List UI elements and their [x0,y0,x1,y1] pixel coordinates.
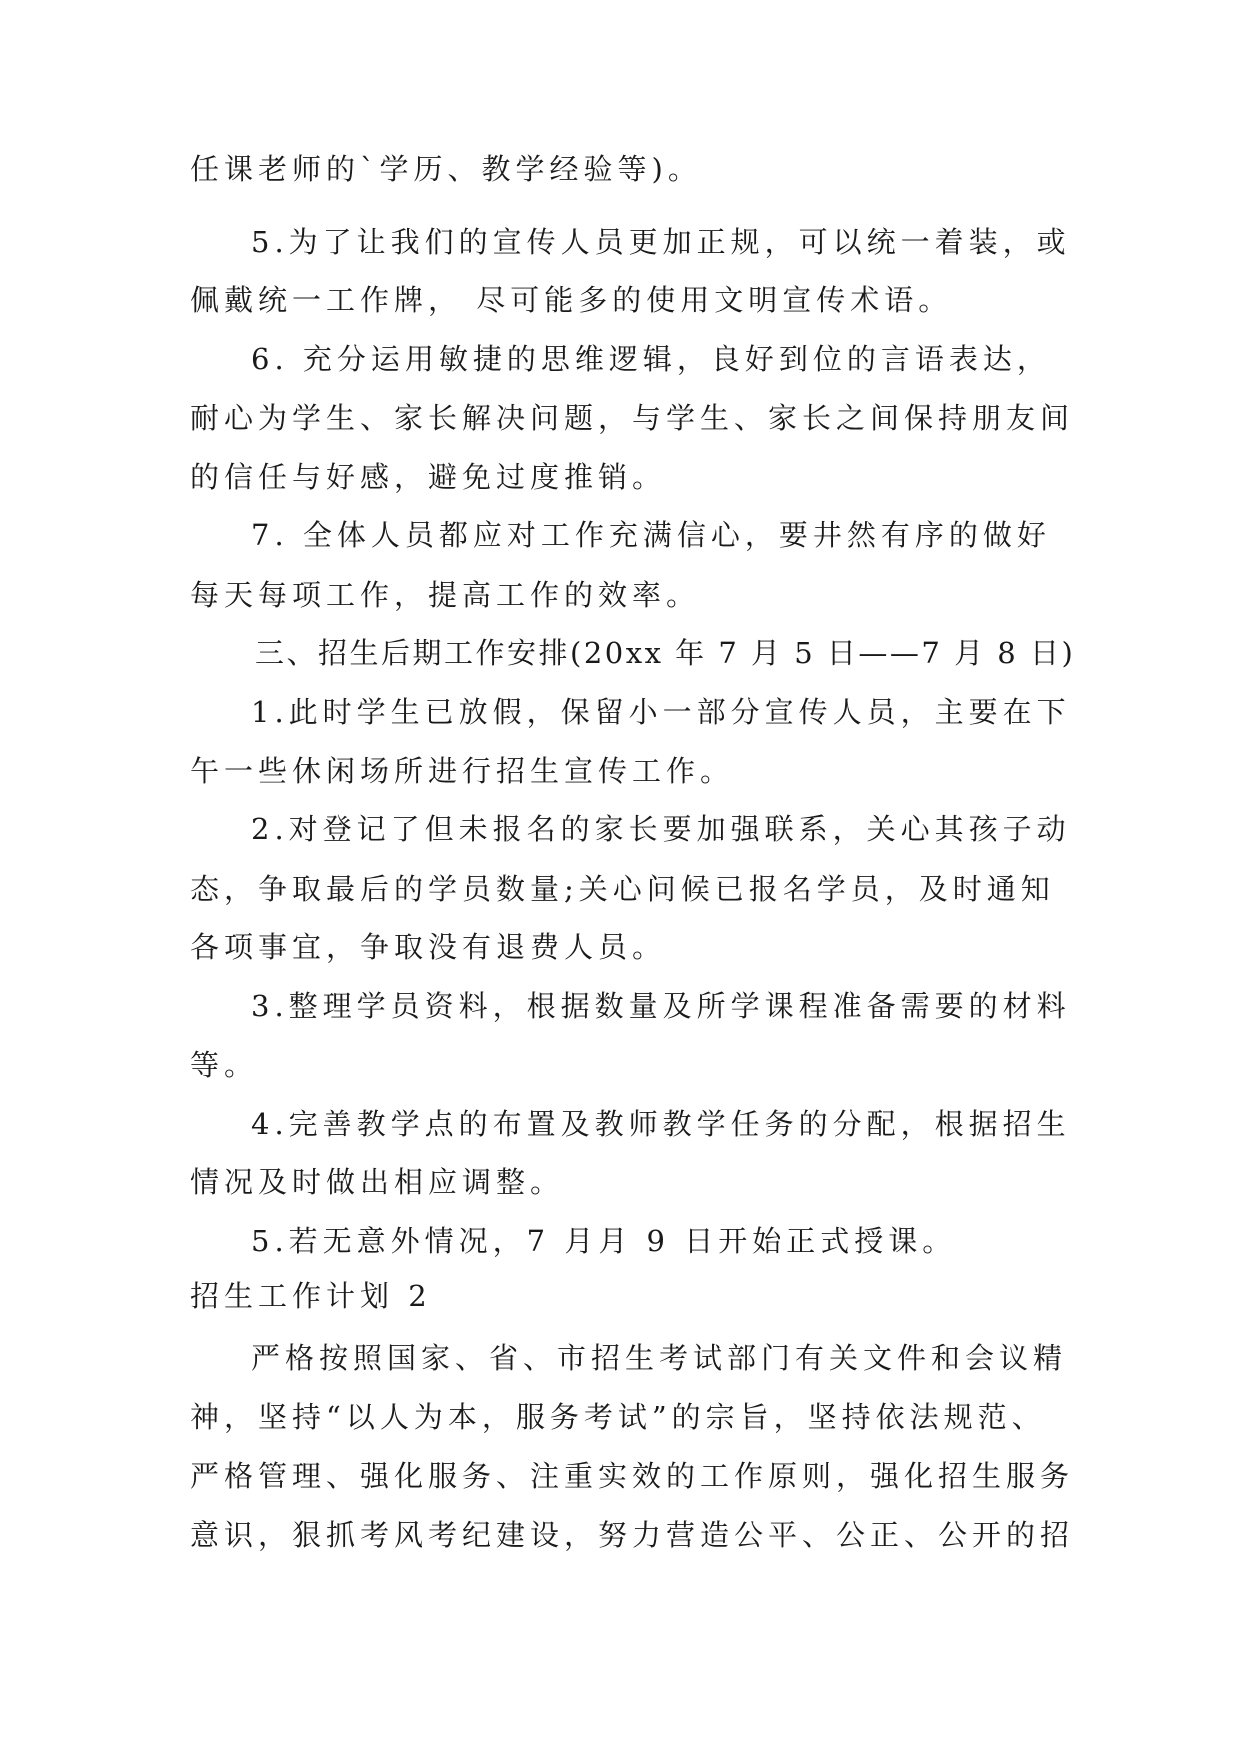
text-line: 每天每项工作，提高工作的效率。 [190,578,701,612]
text-line: 任课老师的`学历、教学经验等)。 [190,152,702,186]
text-line: 3.整理学员资料，根据数量及所学课程准备需要的材料 [251,989,1071,1023]
text-line: 6. 充分运用敏捷的思维逻辑，良好到位的言语表达， [251,342,1051,376]
section-heading: 三、招生后期工作安排(20xx 年 7 月 5 日——7 月 8 日) [255,636,1076,670]
text-line: 的信任与好感，避免过度推销。 [190,460,667,494]
text-line: 佩戴统一工作牌， 尽可能多的使用文明宣传术语。 [190,283,953,317]
text-line: 5.为了让我们的宣传人员更加正规，可以统一着装，或 [251,225,1071,259]
text-line: 午一些休闲场所进行招生宣传工作。 [190,754,735,788]
text-line: 5.若无意外情况，7 月月 9 日开始正式授课。 [251,1224,957,1258]
text-line: 耐心为学生、家长解决问题，与学生、家长之间保持朋友间 [190,401,1075,435]
text-line: 情况及时做出相应调整。 [190,1165,565,1199]
text-line: 严格按照国家、省、市招生考试部门有关文件和会议精 [251,1341,1068,1375]
text-line: 态，争取最后的学员数量;关心问候已报名学员，及时通知 [190,872,1055,906]
text-line: 意识，狠抓考风考纪建设，努力营造公平、公正、公开的招 [190,1518,1075,1552]
text-line: 各项事宜，争取没有退费人员。 [190,930,667,964]
document-title: 招生工作计划 2 [190,1279,432,1313]
text-line: 7. 全体人员都应对工作充满信心，要井然有序的做好 [251,518,1051,552]
text-line: 神，坚持“以人为本，服务考试”的宗旨，坚持依法规范、 [190,1400,1046,1434]
text-line: 2.对登记了但未报名的家长要加强联系，关心其孩子动 [251,812,1071,846]
text-line: 等。 [190,1048,259,1082]
text-line: 严格管理、强化服务、注重实效的工作原则，强化招生服务 [190,1459,1075,1493]
text-line: 4.完善教学点的布置及教师教学任务的分配，根据招生 [251,1107,1071,1141]
text-line: 1.此时学生已放假，保留小一部分宣传人员，主要在下 [251,695,1071,729]
